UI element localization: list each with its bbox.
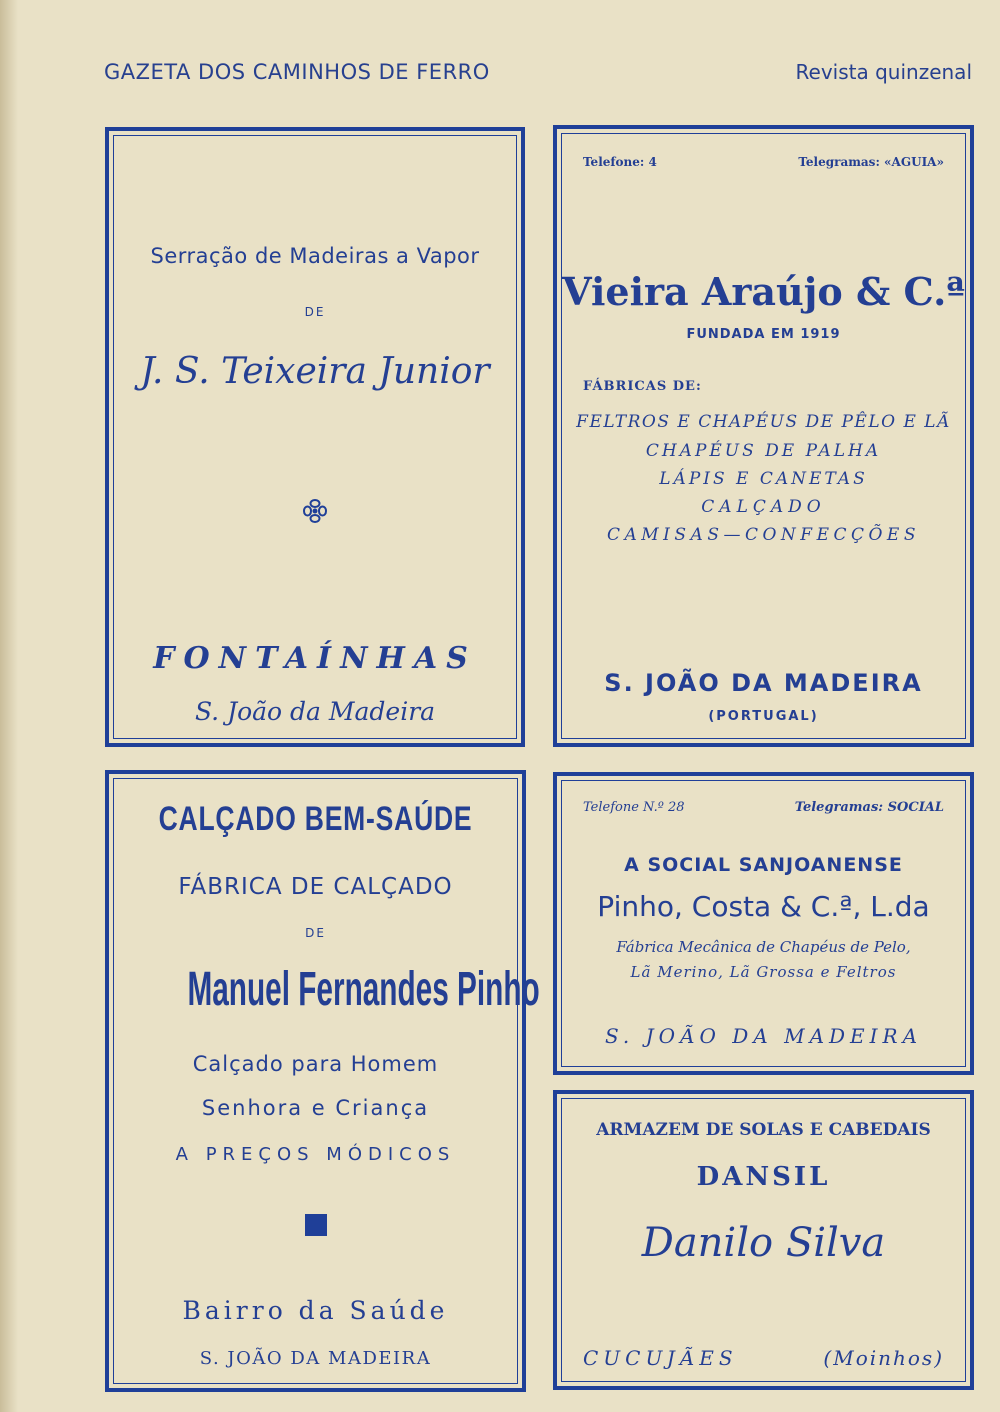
ad2-town: S. JOÃO DA MADEIRA <box>604 669 923 697</box>
ad5-line1: ARMAZEM DE SOLAS E CABEDAIS <box>596 1120 931 1140</box>
page-edge <box>0 0 18 1412</box>
square-bullet-icon <box>109 1214 522 1236</box>
ad1-name: J. S. Teixeira Junior <box>140 351 490 392</box>
ad3-brand: CALÇADO BEM-SAÚDE <box>158 800 473 838</box>
ad4-company: Pinho, Costa & C.ª, L.da <box>597 890 930 923</box>
ad1-de: DE <box>304 305 326 319</box>
ad2-telegrams: Telegramas: «AGUIA» <box>798 155 944 169</box>
ad5-place: CUCUJÃES <box>583 1346 738 1370</box>
ad2-phone: Telefone: 4 <box>583 155 657 169</box>
ad-dansil <box>553 1090 974 1390</box>
ad2-factories-label: FÁBRICAS DE: <box>583 379 702 394</box>
ad2-product-3: LÁPIS E CANETAS <box>659 469 868 489</box>
ad-manuel-fernandes-pinho <box>105 770 540 1392</box>
ad2-name: Vieira Araújo & C.ª <box>562 269 965 314</box>
ad3-factory: FÁBRICA DE CALÇADO <box>178 874 453 900</box>
ad2-country: (PORTUGAL) <box>708 709 819 724</box>
ad5-name: Danilo Silva <box>641 1220 886 1266</box>
ad5-brand: DANSIL <box>696 1162 831 1192</box>
ad1-line1: Serração de Madeiras a Vapor <box>150 244 480 268</box>
ornament-icon <box>109 496 521 530</box>
ad1-town: S. João da Madeira <box>194 697 436 726</box>
ad2-product-2: CHAPÉUS DE PALHA <box>645 441 882 461</box>
journal-subtitle: Revista quinzenal <box>795 60 972 84</box>
ad4-telegrams: Telegramas: SOCIAL <box>794 800 944 815</box>
ad3-town: S. JOÃO DA MADEIRA <box>199 1348 432 1369</box>
ad4-name: A SOCIAL SANJOANENSE <box>624 854 903 876</box>
ad1-place: FONTAÍNHAS <box>153 641 477 676</box>
ad5-sub: (Moinhos) <box>823 1346 944 1370</box>
ad4-town: S. JOÃO DA MADEIRA <box>604 1024 923 1048</box>
ad3-de: DE <box>305 926 326 940</box>
ad3-district: Bairro da Saúde <box>182 1296 449 1325</box>
journal-title: GAZETA DOS CAMINHOS DE FERRO <box>104 60 490 84</box>
ad3-line1: Calçado para Homem <box>192 1052 439 1076</box>
ad3-prices: A PREÇOS MÓDICOS <box>175 1144 456 1165</box>
ad4-desc1: Fábrica Mecânica de Chapéus de Pelo, <box>616 938 911 956</box>
ad4-desc2: Lã Merino, Lã Grossa e Feltros <box>630 963 897 981</box>
ad2-product-1: FELTROS E CHAPÉUS DE PÊLO E LÃ <box>576 412 951 432</box>
ad2-founded: FUNDADA EM 1919 <box>686 327 841 342</box>
ad4-phone: Telefone N.º 28 <box>583 800 685 815</box>
ad2-product-5: CAMISAS—CONFECÇÕES <box>606 525 920 545</box>
ad3-line2: Senhora e Criança <box>201 1096 430 1120</box>
ad3-name: Manuel Fernandes Pinho <box>187 963 540 1016</box>
ad-teixeira <box>105 127 525 747</box>
ad2-product-4: CALÇADO <box>701 497 826 517</box>
ad-social-sanjoanense <box>553 772 974 1075</box>
ad-vieira-araujo <box>553 125 974 747</box>
